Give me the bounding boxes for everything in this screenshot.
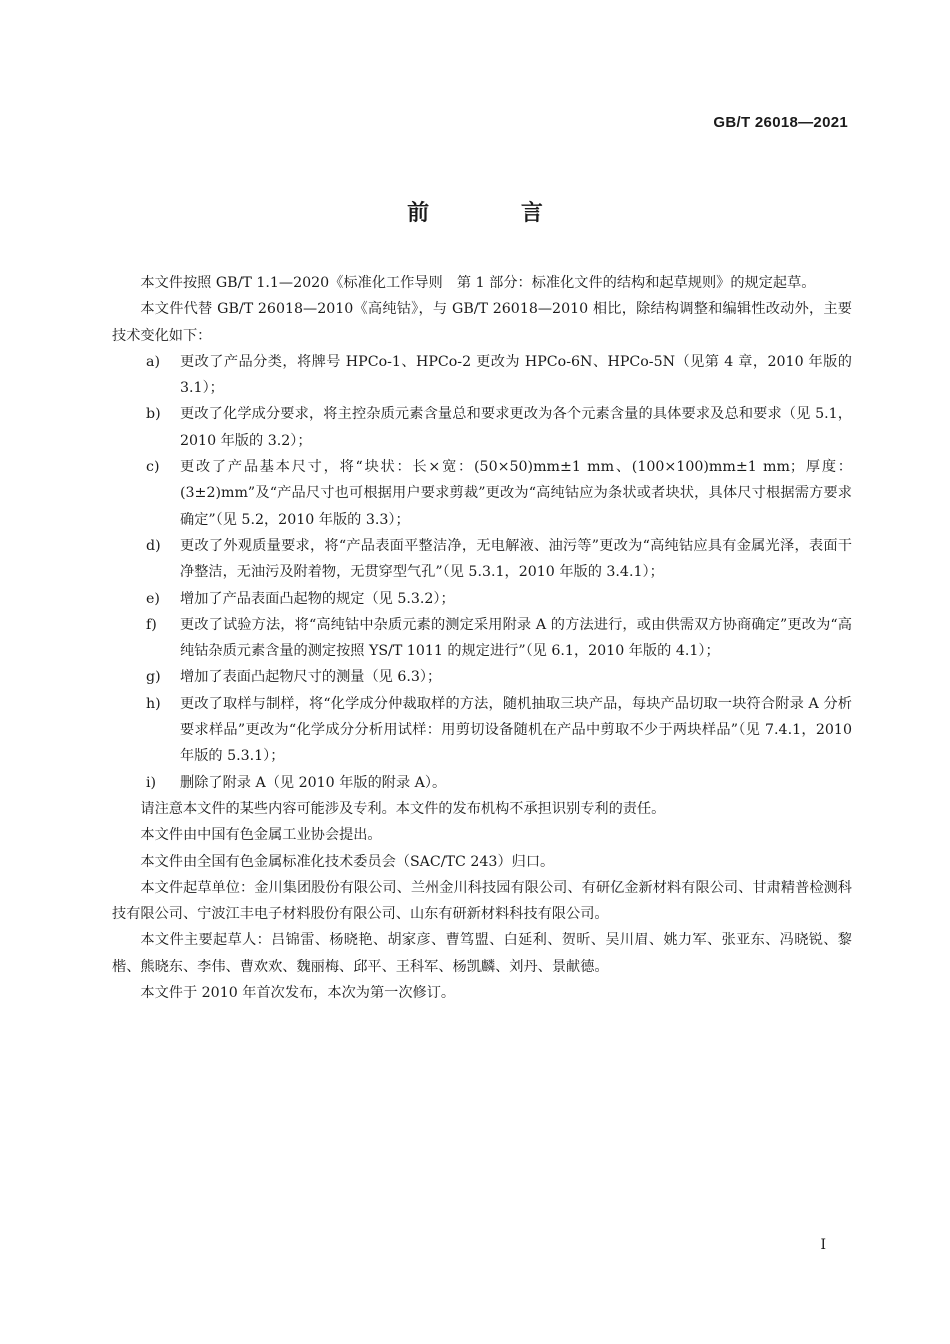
proposer-statement: 本文件由中国有色金属工业协会提出。 [140,827,382,844]
list-item-text: 更改了试验方法，将“高纯钴中杂质元素的测定采用附录 A 的方法进行，或由供需双方协商确定”更改为“高纯钴杂质元素含量的测定按照 YS/T 1011 的规定进行”（见 6.1，2010 年版的 4.1）； [180,616,852,660]
change-item-g [112,664,852,690]
change-item-d [112,533,852,586]
list-item-text: 增加了表面凸起物尺寸的测量（见 6.3）； [180,669,442,686]
list-item-text: 增加了产品表面凸起物的规定（见 5.3.2）； [180,590,455,607]
list-marker: c) [146,459,160,476]
standard-code: GB/T 26018—2021 [713,114,848,131]
list-marker: f) [146,616,157,633]
drafting-units: 本文件起草单位：金川集团股份有限公司、兰州金川科技园有限公司、有研亿金新材料有限公司、甘肃精普检测科技有限公司、宁波江丰电子材料股份有限公司、山东有研新材料科技有限公司。 [112,879,852,923]
list-marker: d) [146,537,161,554]
revision-history: 本文件于 2010 年首次发布，本次为第一次修订。 [140,985,456,1002]
list-marker: b) [146,406,161,423]
change-item-c [112,454,852,533]
list-marker: i) [146,774,157,791]
intro-paragraph: 本文件按照 GB/T 1.1—2020《标准化工作导则 第 1 部分：标准化文件的结构和起草规则》的规定起草。 [140,275,816,291]
intro-paragraph: 本文件代替 GB/T 26018—2010《高纯钴》，与 GB/T 26018—2010 相比，除结构调整和编辑性改动外，主要技术变化如下： [112,301,852,344]
list-marker: a) [146,353,160,370]
change-item-i [112,770,852,796]
list-item-text: 更改了取样与制样，将“化学成分仲裁取样的方法，随机抽取三块产品，每块产品切取一块符合附录 A 分析要求样品”更改为“化学成分分析用试样：用剪切设备随机在产品中剪取不少于两块样品”（见 7.4.1，2010 年版的 5.3.1）； [180,695,852,765]
list-marker: g) [146,669,161,686]
list-item-text: 更改了产品分类，将牌号 HPCo-1、HPCo-2 更改为 HPCo-6N、HPCo-5N（见第 4 章，2010 年版的 3.1）； [180,353,852,397]
change-item-f [112,612,852,665]
change-item-b [112,401,852,454]
change-item-a [112,349,852,402]
list-item-text: 更改了外观质量要求，将“产品表面平整洁净，无电解液、油污等”更改为“高纯钴应具有金属光泽，表面干净整洁，无油污及附着物，无贯穿型气孔”（见 5.3.1，2010 年版的 3.4.1）； [180,537,852,581]
patent-notice: 请注意本文件的某些内容可能涉及专利。本文件的发布机构不承担识别专利的责任。 [140,800,666,817]
foreword-body [112,270,852,1006]
list-item-text: 更改了产品基本尺寸，将“块状：长×宽：(50×50)mm±1 mm、(100×100)mm±1 mm；厚度：(3±2)mm”及“产品尺寸也可根据用户要求剪裁”更改为“高纯钴应为条状或者块状，具体尺寸根据需方要求确定”（见 5.2，2010 年版的 3.3）； [180,459,852,528]
committee-statement: 本文件由全国有色金属标准化技术委员会（SAC/TC 243）归口。 [140,853,555,870]
drafters: 本文件主要起草人：吕锦雷、杨晓艳、胡家彦、曹笃盟、白延利、贺昕、吴川眉、姚力军、张亚东、冯晓锐、黎楷、熊晓东、李伟、曹欢欢、魏丽梅、邱平、王科军、杨凯麟、刘丹、景献德。 [112,932,852,975]
list-item-text: 更改了化学成分要求，将主控杂质元素含量总和要求更改为各个元素含量的具体要求及总和要求（见 5.1，2010 年版的 3.2）； [180,406,852,449]
list-item-text: 删除了附录 A（见 2010 年版的附录 A）。 [180,774,447,791]
change-item-e [112,586,852,612]
page-number: I [820,1237,826,1253]
list-marker: h) [146,695,161,712]
page-title: 前 言 [407,201,585,226]
list-marker: e) [146,590,160,607]
change-item-h [112,691,852,770]
